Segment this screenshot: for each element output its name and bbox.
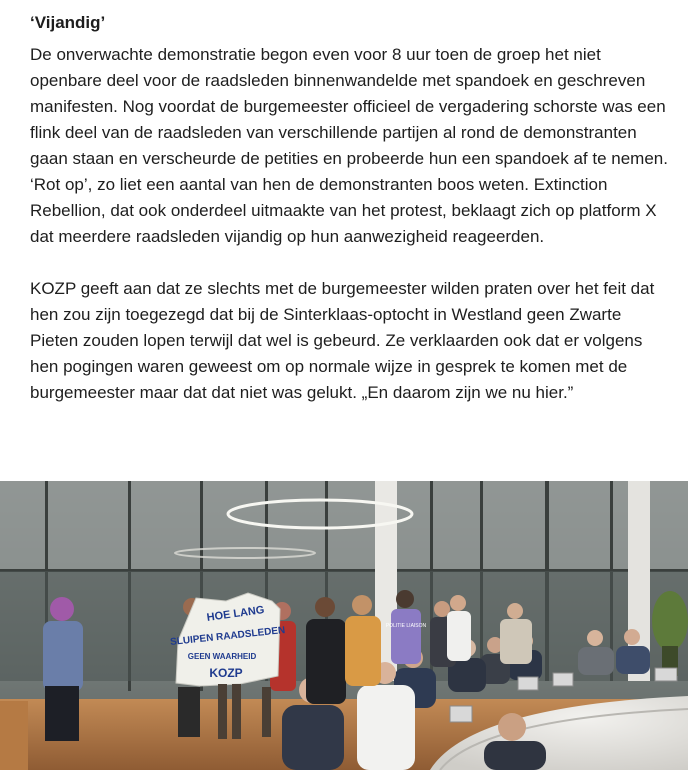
news-photo [0,481,688,770]
banner-line: GEEN WAARHEID [187,652,257,661]
section-heading: ‘Vijandig’ [30,13,106,32]
banner-line: HOE LANG [205,604,266,625]
article [30,0,670,406]
article-paragraph: KOZP geeft aan dat ze slechts met de burgemeester wilden praten over het feit dat hen zou zijn toegezegd dat bij de Sinterklaas-optocht in Westland geen Zwarte Pieten zouden lopen terwijl dat wel is gebeurd. Ze verklaarden ook dat er volgens hen pogingen waren geweest om op normale wijze in gesprek te komen met de burgemeester maar dat dat niet was gelukt. „En daarom zijn we nu hier.” [30,279,655,402]
banner-line: KOZP [209,666,243,680]
article-paragraph: De onverwachte demonstratie begon even voor 8 uur toen de groep het niet openbare deel voor de raadsleden binnenwandelde met spandoek en geschreven manifesten. Nog voordat de burgemeester officieel de vergadering schorste was een flink deel van de raadsleden van verschillende partijen al rond de demonstranten gaan staan en verscheurde de petities en probeerde hun een spandoek af te nemen. ‘Rot op’, zo liet een aantal van hen de demonstranten boos weten. Extinction Rebellion, dat ook onderdeel uitmaakte van het protest, beklaagt zich op platform X dat meerdere raadsleden vijandig op hun aanwezigheid reageerden. [30,45,668,246]
banner-line: SLUIPEN RAADSLEDEN [169,625,286,649]
vest-text: POLITIE LIAISON [385,623,427,629]
